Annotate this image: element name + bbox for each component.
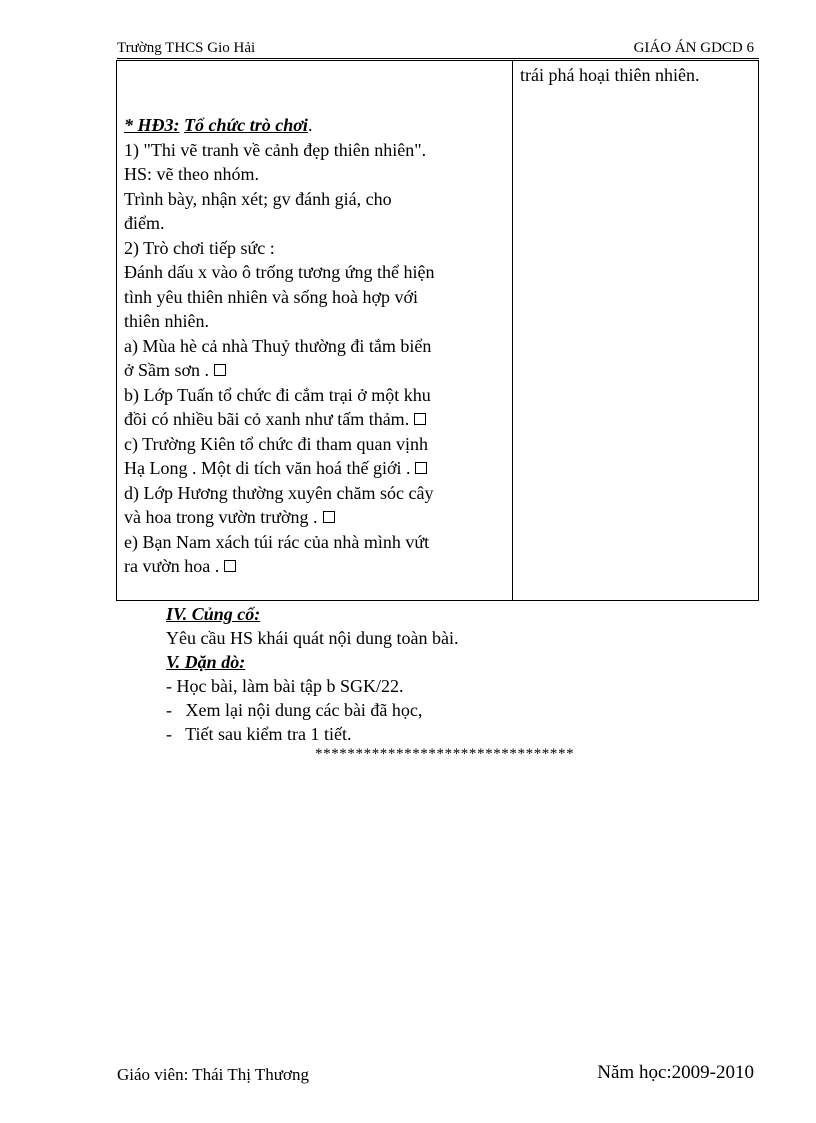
consolidation-title: IV. Củng cố: xyxy=(166,604,261,624)
option-line: ở Sầm sơn . xyxy=(124,358,508,383)
content-line: 1) "Thi vẽ tranh về cảnh đẹp thiên nhiên". xyxy=(124,139,427,160)
lesson-table xyxy=(116,60,759,601)
option-line: e) Bạn Nam xách túi rác của nhà mình vứt xyxy=(124,531,430,552)
option-line: d) Lớp Hương thường xuyên chăm sóc cây xyxy=(124,482,434,503)
option-line: Hạ Long . Một di tích văn hoá thế giới . xyxy=(124,456,508,481)
option-line: c) Trường Kiên tổ chức đi tham quan vịnh xyxy=(124,433,428,454)
option-line: ra vườn hoa . xyxy=(124,554,508,579)
content-line: Trình bày, nhận xét; gv đánh giá, cho xyxy=(124,188,392,209)
content-line: HS: vẽ theo nhóm. xyxy=(124,164,259,184)
left-column-content xyxy=(124,113,508,579)
option-line: a) Mùa hè cả nhà Thuỷ thường đi tắm biển xyxy=(124,335,432,356)
checkbox-b xyxy=(414,413,426,425)
footer-teacher: Giáo viên: Thái Thị Thương xyxy=(117,1065,309,1084)
option-line: b) Lớp Tuấn tổ chức đi cắm trại ở một khu xyxy=(124,384,431,405)
column-divider xyxy=(512,61,513,600)
header-rule xyxy=(117,58,759,59)
content-line: 2) Trò chơi tiếp sức : xyxy=(124,237,275,258)
homework-item: - Tiết sau kiểm tra 1 tiết. xyxy=(166,724,352,744)
homework-title: V. Dặn dò: xyxy=(166,652,246,672)
homework-item: - Học bài, làm bài tập b SGK/22. xyxy=(166,676,404,696)
option-line: đồi có nhiều bãi cỏ xanh như tấm thảm. xyxy=(124,407,508,432)
activity-heading xyxy=(124,113,508,138)
content-line: thiên nhiên. xyxy=(124,311,209,331)
content-line: tình yêu thiên nhiên và sống hoà hợp với xyxy=(124,286,418,307)
header-document-title: GIÁO ÁN GDCD 6 xyxy=(633,40,754,56)
option-line: và hoa trong vườn trường . xyxy=(124,505,508,530)
activity-label: * HĐ3: xyxy=(124,115,180,135)
header-school: Trường THCS Gio Hải xyxy=(117,40,256,56)
content-line: Đánh dấu x vào ô trống tương ứng thể hiện xyxy=(124,262,435,282)
footer-school-year: Năm học:2009-2010 xyxy=(597,1062,754,1083)
activity-title: Tổ chức trò chơi xyxy=(184,115,308,135)
activity-suffix: . xyxy=(307,115,313,135)
content-line: điểm. xyxy=(124,213,165,233)
homework-item: - Xem lại nội dung các bài đã học, xyxy=(166,700,423,720)
checkbox-e xyxy=(224,560,236,572)
checkbox-c xyxy=(415,462,427,474)
checkbox-d xyxy=(323,511,335,523)
lesson-summary xyxy=(166,602,458,746)
separator-stars: ******************************** xyxy=(315,746,575,762)
checkbox-a xyxy=(214,364,226,376)
consolidation-text: Yêu cầu HS khái quát nội dung toàn bài. xyxy=(166,628,459,648)
right-column-text: trái phá hoại thiên nhiên. xyxy=(520,65,700,85)
